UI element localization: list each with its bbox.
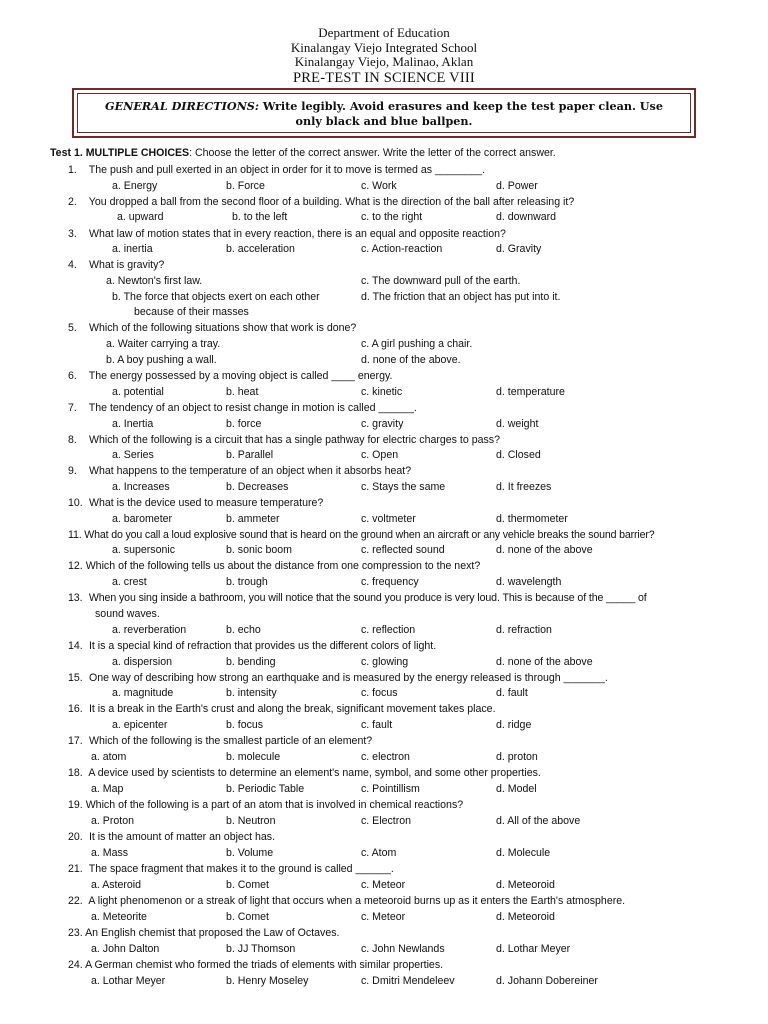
question-24: 24. A German chemist who formed the triads of elements with similar properties. [68,959,444,971]
choice-4c: c. The downward pull of the earth. [361,275,521,287]
question-11: 11. What do you call a loud explosive sound that is heard on the ground when an aircraft or any vehicle breaks the sound barrier? [68,529,655,541]
choice-9d: d. It freezes [496,481,552,493]
choice-22a: a. Meteorite [91,911,147,923]
choice-19a: a. Proton [91,815,134,827]
choice-5b: b. A boy pushing a wall. [106,354,217,366]
choice-16b: b. focus [226,719,264,731]
choice-10a: a. barometer [112,513,173,525]
choice-9c: c. Stays the same [361,481,446,493]
choice-12c: c. frequency [361,576,419,588]
choice-23a: a. John Dalton [91,943,160,955]
question-10: 10. What is the device used to measure temperature? [68,497,324,509]
test-1-title: Test 1. MULTIPLE CHOICES [50,147,190,159]
test-1-heading [50,146,556,160]
choice-9b: b. Decreases [226,481,289,493]
choice-20b: b. Volume [226,847,274,859]
choice-23c: c. John Newlands [361,943,445,955]
choice-7b: b. force [226,418,262,430]
choice-21b: b. Comet [226,879,269,891]
choice-5d: d. none of the above. [361,354,461,366]
choice-16a: a. epicenter [112,719,168,731]
choice-4d: d. The friction that an object has put into it. [361,291,561,303]
choice-22b: b. Comet [226,911,269,923]
choice-6c: c. kinetic [361,386,403,398]
choice-4b: b. The force that objects exert on each other [112,291,320,303]
choice-16c: c. fault [361,719,393,731]
question-22: 22. A light phenomenon or a streak of light that occurs when a meteoroid burns up as it enters the Earth's atmosphere. [68,895,626,907]
choice-21a: a. Asteroid [91,879,142,891]
choice-18d: d. Model [496,783,537,795]
choice-1b: b. Force [226,180,265,192]
question-7: 7. The tendency of an object to resist change in motion is called ______. [68,402,417,414]
general-directions-box [72,88,696,138]
choice-20c: c. Atom [361,847,397,859]
choice-15a: a. magnitude [112,687,174,699]
choice-6a: a. potential [112,386,164,398]
question-1: 1. The push and pull exerted in an object in order for it to move is termed as ________. [68,164,486,176]
choice-19d: d. All of the above [496,815,581,827]
choice-24a: a. Lothar Meyer [91,975,166,987]
choice-1a: a. Energy [112,180,158,192]
question-16: 16. It is a break in the Earth's crust and along the break, significant movement takes place. [68,703,496,715]
choice-23d: d. Lothar Meyer [496,943,571,955]
choice-20d: d. Molecule [496,847,551,859]
choice-7c: c. gravity [361,418,404,430]
choice-10c: c. voltmeter [361,513,416,525]
question-2: 2. You dropped a ball from the second floor of a building. What is the direction of the ball after releasing it? [68,196,575,208]
choice-12d: d. wavelength [496,576,562,588]
question-3: 3. What law of motion states that in every reaction, there is an equal and opposite reaction? [68,228,506,240]
choice-17d: d. proton [496,751,538,763]
choice-1c: c. Work [361,180,397,192]
choice-24b: b. Henry Moseley [226,975,309,987]
document-header [0,26,768,86]
choice-19c: c. Electron [361,815,412,827]
choice-19b: b. Neutron [226,815,276,827]
question-5: 5. Which of the following situations show that work is done? [68,322,357,334]
directions-lead: GENERAL DIRECTIONS: [105,99,260,113]
choice-8d: d. Closed [496,449,541,461]
choice-14b: b. bending [226,656,276,668]
question-12: 12. Which of the following tells us about the distance from one compression to the next? [68,560,481,572]
question-13-continued: sound waves. [95,608,160,620]
choice-18a: a. Map [91,783,124,795]
choice-18b: b. Periodic Table [226,783,305,795]
choice-24c: c. Dmitri Mendeleev [361,975,455,987]
choice-15b: b. intensity [226,687,277,699]
choice-15c: c. focus [361,687,398,699]
choice-7a: a. Inertia [112,418,154,430]
choice-22c: c. Meteor [361,911,406,923]
choice-11c: c. reflected sound [361,544,445,556]
directions-text: Write legibly. Avoid erasures and keep the test paper clean. Use only black and blue ballpen. [259,99,663,128]
choice-14d: d. none of the above [496,656,593,668]
choice-6b: b. heat [226,386,259,398]
choice-4a: a. Newton's first law. [106,275,203,287]
choice-7d: d. weight [496,418,539,430]
choice-13d: d. refraction [496,624,552,636]
question-6: 6. The energy possessed by a moving object is called ____ energy. [68,370,393,382]
choice-17b: b. molecule [226,751,281,763]
choice-6d: d. temperature [496,386,565,398]
choice-12a: a. crest [112,576,147,588]
choice-5c: c. A girl pushing a chair. [361,338,473,350]
choice-22d: d. Meteoroid [496,911,555,923]
choice-8c: c. Open [361,449,399,461]
choice-10b: b. ammeter [226,513,280,525]
question-15: 15. One way of describing how strong an earthquake and is measured by the energy released is through _______. [68,672,608,684]
choice-12b: b. trough [226,576,268,588]
choice-4b-continued: because of their masses [134,306,249,318]
choice-21c: c. Meteor [361,879,406,891]
question-18: 18. A device used by scientists to determine an element's name, symbol, and some other properties. [68,767,541,779]
choice-11a: a. supersonic [112,544,176,556]
choice-11d: d. none of the above [496,544,593,556]
department-name: Department of Education [318,25,450,40]
question-17: 17. Which of the following is the smallest particle of an element? [68,735,373,747]
choice-13b: b. echo [226,624,261,636]
choice-2c: c. to the right [361,211,423,223]
question-13: 13. When you sing inside a bathroom, you will notice that the sound you produce is very loud. This is because of the _____ of [68,592,647,604]
choice-21d: d. Meteoroid [496,879,555,891]
question-8: 8. Which of the following is a circuit that has a single pathway for electric charges to pass? [68,434,500,446]
choice-16d: d. ridge [496,719,532,731]
question-20: 20. It is the amount of matter an object has. [68,831,276,843]
general-directions-inner [77,93,691,133]
choice-9a: a. Increases [112,481,170,493]
question-23: 23. An English chemist that proposed the Law of Octaves. [68,927,340,939]
school-address: Kinalangay Viejo, Malinao, Aklan [294,54,474,70]
question-9: 9. What happens to the temperature of an object when it absorbs heat? [68,465,412,477]
choice-2d: d. downward [496,211,557,223]
choice-17a: a. atom [91,751,127,763]
test-title: PRE-TEST IN SCIENCE VIII [293,69,475,86]
choice-13a: a. reverberation [112,624,187,636]
choice-2a: a. upward [117,211,164,223]
choice-8b: b. Parallel [226,449,274,461]
choice-13c: c. reflection [361,624,416,636]
choice-20a: a. Mass [91,847,129,859]
choice-5a: a. Waiter carrying a tray. [106,338,221,350]
choice-15d: d. fault [496,687,528,699]
choice-23b: b. JJ Thomson [226,943,296,955]
choice-1d: d. Power [496,180,538,192]
choice-3a: a. inertia [112,243,153,255]
choice-3c: c. Action-reaction [361,243,443,255]
choice-11b: b. sonic boom [226,544,292,556]
choice-14a: a. dispersion [112,656,173,668]
choice-8a: a. Series [112,449,154,461]
choice-10d: d. thermometer [496,513,568,525]
choice-2b: b. to the left [232,211,288,223]
choice-17c: c. electron [361,751,410,763]
test-1-instructions: : Choose the letter of the correct answer. Write the letter of the correct answer. [189,147,556,159]
choice-24d: d. Johann Dobereiner [496,975,598,987]
question-4: 4. What is gravity? [68,259,165,271]
question-21: 21. The space fragment that makes it to the ground is called ______. [68,863,394,875]
choice-3d: d. Gravity [496,243,542,255]
choice-3b: b. acceleration [226,243,295,255]
question-14: 14. It is a special kind of refraction that provides us the different colors of light. [68,640,437,652]
question-19: 19. Which of the following is a part of an atom that is involved in chemical reactions? [68,799,464,811]
choice-14c: c. glowing [361,656,409,668]
school-name: Kinalangay Viejo Integrated School [290,39,478,55]
choice-18c: c. Pointillism [361,783,420,795]
